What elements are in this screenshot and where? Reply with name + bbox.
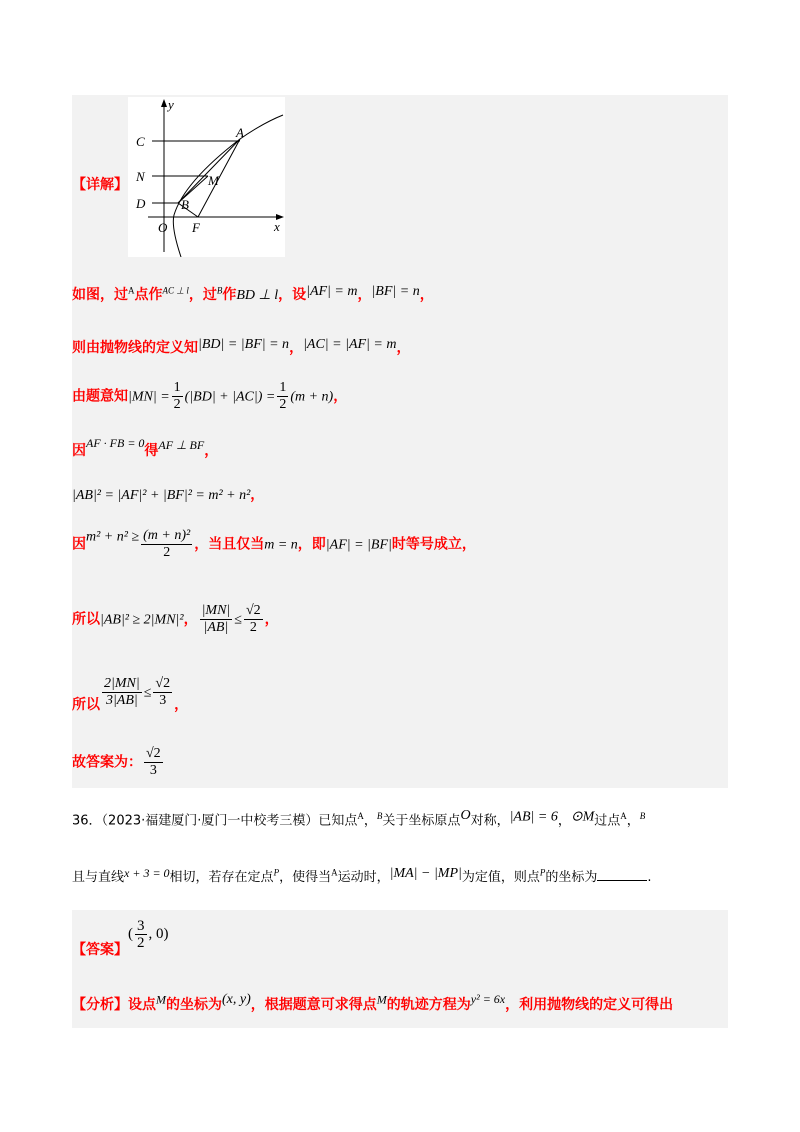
answer-line [72, 918, 169, 958]
text: 所以 [72, 611, 100, 628]
text: ，利用抛物线的定义可得出 [505, 997, 674, 1013]
math: ≤ [143, 685, 152, 701]
analysis-label: 【分析】 [72, 997, 128, 1013]
denominator: 3|AB| [105, 693, 138, 708]
text: 得 [144, 443, 159, 459]
text: ， [333, 388, 348, 405]
math: |AB|² = |AF|² + |BF|² = m² + n² [72, 488, 251, 503]
text: 的轨迹方程为 [386, 997, 471, 1013]
point-M: M [376, 992, 387, 1007]
fraction [144, 746, 163, 779]
solution-line-4 [72, 436, 218, 460]
label-A: A [236, 125, 244, 140]
label-M: M [208, 173, 219, 188]
numerator: √2 [245, 603, 261, 618]
point-A: A [620, 811, 627, 821]
text: ， [626, 813, 640, 829]
denominator: 2 [249, 620, 257, 635]
numerator: 2|MN| [104, 676, 140, 691]
solution-line-1 [72, 284, 434, 304]
numerator: |MN| [201, 603, 231, 618]
text: ， [204, 443, 219, 459]
math-bf-n: |BF| = n [371, 284, 420, 299]
point-A: A [331, 867, 338, 878]
text: 作 [222, 287, 237, 303]
fraction [102, 676, 142, 709]
label-D: D [136, 196, 146, 211]
answer-blank[interactable] [597, 868, 647, 881]
point-O: O [460, 808, 471, 823]
math: |MN| = [128, 389, 170, 405]
text: ，使得当 [279, 870, 332, 885]
parabola-diagram [128, 97, 285, 257]
analysis-line [72, 992, 673, 1014]
text: 36．（2023·福建厦门·厦门一中校考三模）已知点 [72, 813, 358, 829]
label-B: B [181, 197, 189, 212]
solution-line-5 [72, 484, 264, 504]
math-af-m: |AF| = m [306, 284, 358, 299]
text: ， [357, 287, 372, 303]
text: 对称， [470, 813, 510, 829]
math: |AB| = 6 [509, 809, 558, 825]
solution-line-2 [72, 337, 410, 357]
denominator: 2 [163, 545, 171, 560]
text: ， [174, 696, 189, 713]
solution-line-8 [72, 676, 189, 713]
fraction [200, 603, 233, 636]
text: ， [396, 340, 411, 356]
math: y² = 6x [470, 992, 506, 1006]
text: . [647, 870, 652, 885]
text: 由题意知 [72, 388, 128, 405]
math: ⊙M [570, 809, 595, 825]
label-O: O [158, 220, 168, 235]
point-A: A [128, 285, 135, 296]
numerator: 1 [173, 380, 181, 395]
answer-value: ( $\frac{3}{2}$ , 0) [128, 918, 169, 951]
text: ， [264, 611, 279, 628]
answer-rest: , 0 [148, 925, 164, 942]
text: 过点 [594, 813, 621, 829]
text: 为定值，则点 [461, 870, 540, 885]
math: (m + n) [290, 389, 334, 405]
math: m = n [264, 537, 298, 553]
fraction [141, 528, 192, 561]
denominator: 2 [137, 935, 145, 951]
text: ， [289, 340, 304, 356]
text: ， [363, 813, 377, 829]
point-A: A [357, 811, 364, 821]
numerator: √2 [146, 746, 161, 761]
point-B: B [639, 811, 646, 821]
label-N: N [136, 169, 145, 184]
text: 则由抛物线的定义知 [72, 340, 198, 356]
math: m² + n² ≥ [86, 529, 140, 545]
text: ， [557, 813, 571, 829]
numerator: √2 [155, 676, 171, 691]
text: 所以 [72, 696, 100, 713]
label-x: x [274, 219, 280, 234]
text: 关于坐标原点 [382, 813, 461, 829]
text: 的坐标为 [166, 997, 222, 1013]
text: 且与直线 [72, 870, 125, 885]
text: 运动时， [337, 870, 390, 885]
text: 相切，若存在定点 [169, 870, 274, 885]
text: ，当且仅当 [194, 536, 265, 553]
detail-label: 【详解】 [72, 177, 128, 193]
fraction [135, 918, 147, 951]
denominator: 2 [279, 397, 287, 412]
math-bd-perp-l: BD ⊥ l [236, 288, 279, 303]
text: 点作 [134, 287, 163, 303]
numerator: (m + n)² [143, 528, 191, 543]
point-B: B [216, 285, 223, 296]
numerator: 1 [279, 380, 287, 395]
math-ac-perp-l: AC ⊥ l [162, 285, 189, 296]
fraction [153, 676, 172, 709]
solution-line-3 [72, 380, 347, 413]
denominator: 3 [149, 763, 157, 778]
math: |BD| = |BF| = n [198, 337, 290, 352]
text: 设点 [128, 997, 156, 1013]
math-perp: AF ⊥ BF [158, 438, 205, 452]
point-P: P [273, 867, 280, 878]
solution-line-7 [72, 603, 279, 636]
math: |AF| = |BF| [325, 537, 392, 553]
text: ，根据题意可求得点 [250, 997, 377, 1013]
label-y: y [168, 97, 174, 112]
point-B: B [376, 811, 383, 821]
text: ，即 [297, 536, 326, 553]
math: |AB|² ≥ 2|MN|² [100, 612, 184, 628]
parabola-figure [128, 97, 285, 257]
math-dot-product: AF · FB = 0 [86, 436, 145, 450]
point-P: P [539, 867, 546, 878]
answer-label: 【答案】 [72, 941, 128, 958]
label-F: F [192, 220, 200, 235]
numerator: 3 [137, 918, 145, 934]
math: x + 3 = 0 [124, 866, 170, 880]
label-C: C [136, 134, 145, 149]
question-36-line-2 [72, 866, 652, 885]
text: 如图，过 [72, 287, 128, 303]
math: |AC| = |AF| = m [303, 337, 397, 352]
math: (x, y) [222, 992, 251, 1007]
solution-line-6 [72, 528, 476, 561]
denominator: 3 [159, 693, 167, 708]
math: (|BD| + |AC|) = [184, 389, 276, 405]
solution-line-9 [72, 746, 165, 779]
text: 因 [72, 536, 86, 553]
text: 时等号成立， [391, 536, 476, 553]
fraction [244, 603, 263, 636]
text: 因 [72, 443, 86, 459]
text: ， [183, 611, 198, 628]
text: 故答案为： [72, 754, 142, 771]
denominator: 2 [173, 397, 181, 412]
text: ， [250, 487, 265, 503]
point-M: M [156, 992, 166, 1007]
fraction-half [172, 380, 183, 413]
text: ， [419, 287, 434, 303]
question-36-line-1 [72, 808, 645, 828]
text: ，过 [188, 287, 217, 303]
denominator: |AB| [203, 620, 229, 635]
text: ，设 [278, 287, 307, 303]
math: |MA| − |MP| [389, 866, 462, 881]
fraction-half [277, 380, 288, 413]
math: ≤ [234, 612, 242, 628]
text: 的坐标为 [545, 870, 598, 885]
